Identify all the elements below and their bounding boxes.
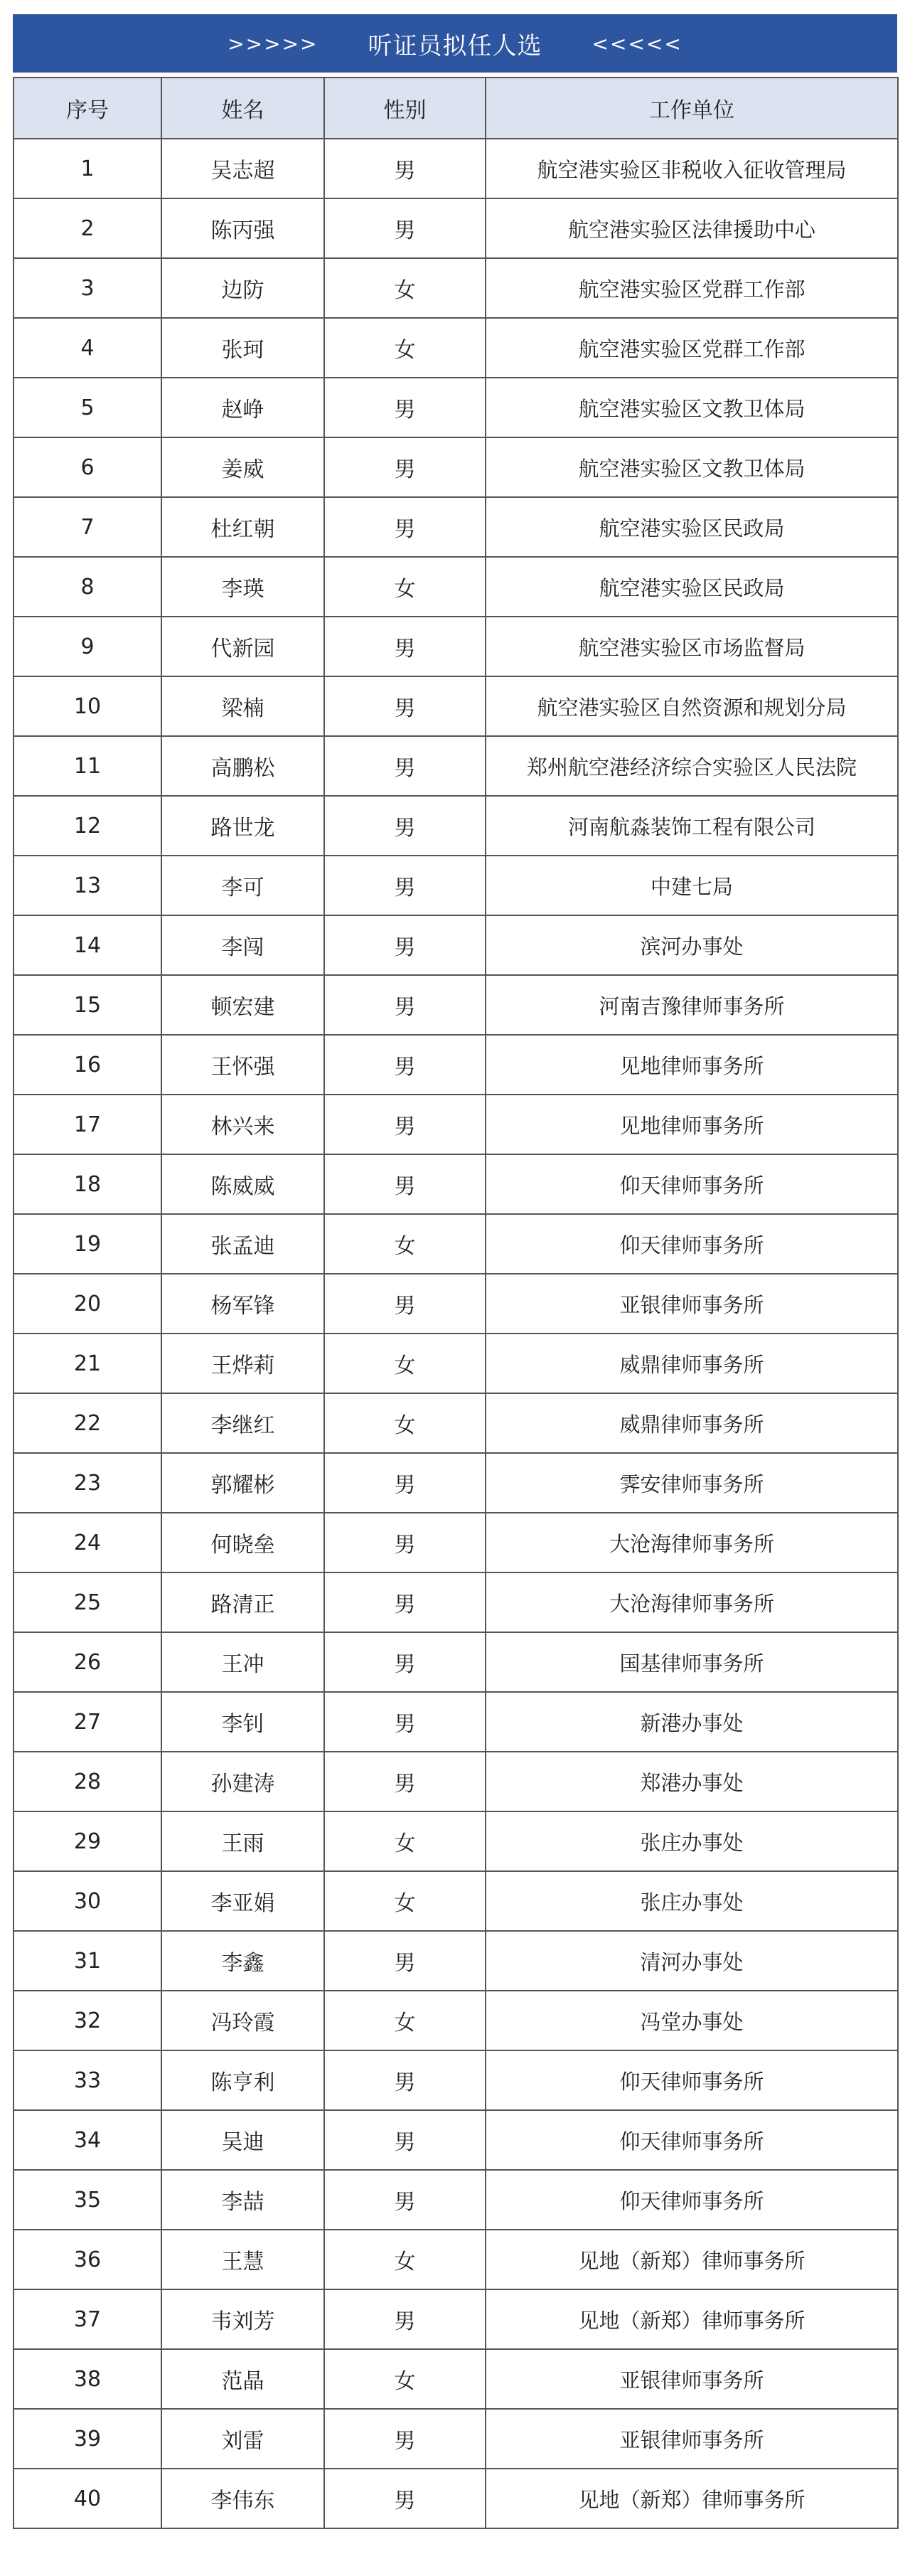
cell-gender: 男 — [324, 1632, 486, 1692]
cell-name: 李可 — [161, 856, 324, 915]
cell-gender: 男 — [324, 2050, 486, 2110]
cell-index: 19 — [14, 1214, 161, 1274]
cell-workplace: 冯堂办事处 — [486, 1991, 898, 2050]
cell-index: 1 — [14, 139, 161, 198]
cell-index: 32 — [14, 1991, 161, 2050]
table-row — [14, 2409, 898, 2469]
cell-workplace: 亚银律师事务所 — [486, 2349, 898, 2409]
header-row — [14, 78, 898, 139]
table-row — [14, 139, 898, 198]
cell-workplace: 航空港实验区非税收入征收管理局 — [486, 139, 898, 198]
table-row — [14, 2110, 898, 2170]
cell-workplace: 新港办事处 — [486, 1692, 898, 1752]
cell-name: 代新园 — [161, 617, 324, 676]
cell-name: 赵峥 — [161, 378, 324, 437]
table-row — [14, 2469, 898, 2528]
title-right-decoration: <<<<< — [592, 31, 682, 55]
title-left-decoration: >>>>> — [228, 31, 318, 55]
cell-index: 10 — [14, 676, 161, 736]
cell-name: 王烨莉 — [161, 1334, 324, 1393]
cell-gender: 女 — [324, 2230, 486, 2289]
candidate-table — [13, 77, 899, 2529]
cell-workplace: 航空港实验区民政局 — [486, 557, 898, 617]
table-row — [14, 1871, 898, 1931]
table-row — [14, 915, 898, 975]
cell-index: 5 — [14, 378, 161, 437]
table-row — [14, 258, 898, 318]
table-row — [14, 736, 898, 796]
cell-index: 18 — [14, 1154, 161, 1214]
cell-workplace: 霁安律师事务所 — [486, 1453, 898, 1513]
cell-index: 31 — [14, 1931, 161, 1991]
cell-gender: 男 — [324, 1274, 486, 1334]
cell-gender: 男 — [324, 2409, 486, 2469]
cell-name: 郭耀彬 — [161, 1453, 324, 1513]
cell-gender: 男 — [324, 1692, 486, 1752]
cell-index: 37 — [14, 2289, 161, 2349]
cell-gender: 女 — [324, 2349, 486, 2409]
cell-gender: 男 — [324, 2170, 486, 2230]
cell-workplace: 仰天律师事务所 — [486, 2110, 898, 2170]
cell-index: 2 — [14, 198, 161, 258]
cell-name: 杨军锋 — [161, 1274, 324, 1334]
cell-gender: 男 — [324, 2469, 486, 2528]
table-row — [14, 1572, 898, 1632]
table-header — [14, 78, 898, 139]
cell-name: 林兴来 — [161, 1095, 324, 1154]
header-index: 序号 — [14, 78, 161, 139]
cell-workplace: 国基律师事务所 — [486, 1632, 898, 1692]
cell-index: 22 — [14, 1393, 161, 1453]
table-row — [14, 676, 898, 736]
cell-gender: 女 — [324, 1811, 486, 1871]
cell-gender: 男 — [324, 497, 486, 557]
cell-index: 28 — [14, 1752, 161, 1811]
cell-name: 吴志超 — [161, 139, 324, 198]
table-row — [14, 1632, 898, 1692]
cell-index: 25 — [14, 1572, 161, 1632]
cell-gender: 男 — [324, 1513, 486, 1572]
page-title: 听证员拟任人选 — [368, 31, 542, 60]
cell-name: 李亚娟 — [161, 1871, 324, 1931]
cell-name: 李继红 — [161, 1393, 324, 1453]
table-row — [14, 1393, 898, 1453]
table-row — [14, 2050, 898, 2110]
cell-workplace: 亚银律师事务所 — [486, 1274, 898, 1334]
cell-name: 李闯 — [161, 915, 324, 975]
cell-name: 李鑫 — [161, 1931, 324, 1991]
cell-index: 36 — [14, 2230, 161, 2289]
cell-gender: 男 — [324, 1035, 486, 1095]
cell-index: 13 — [14, 856, 161, 915]
cell-gender: 男 — [324, 1154, 486, 1214]
cell-index: 20 — [14, 1274, 161, 1334]
cell-index: 23 — [14, 1453, 161, 1513]
cell-workplace: 大沧海律师事务所 — [486, 1572, 898, 1632]
cell-name: 顿宏建 — [161, 975, 324, 1035]
table-row — [14, 1274, 898, 1334]
table-row — [14, 1334, 898, 1393]
table-row — [14, 1811, 898, 1871]
table-row — [14, 1214, 898, 1274]
cell-index: 12 — [14, 796, 161, 856]
cell-gender: 女 — [324, 1334, 486, 1393]
cell-gender: 女 — [324, 1214, 486, 1274]
cell-name: 范晶 — [161, 2349, 324, 2409]
cell-name: 刘雷 — [161, 2409, 324, 2469]
cell-name: 梁楠 — [161, 676, 324, 736]
cell-name: 李喆 — [161, 2170, 324, 2230]
cell-workplace: 航空港实验区法律援助中心 — [486, 198, 898, 258]
table-row — [14, 1453, 898, 1513]
cell-gender: 男 — [324, 617, 486, 676]
cell-workplace: 航空港实验区市场监督局 — [486, 617, 898, 676]
cell-workplace: 航空港实验区文教卫体局 — [486, 378, 898, 437]
table-row — [14, 856, 898, 915]
table-row — [14, 557, 898, 617]
cell-gender: 女 — [324, 1871, 486, 1931]
cell-name: 杜红朝 — [161, 497, 324, 557]
cell-name: 王雨 — [161, 1811, 324, 1871]
table-row — [14, 437, 898, 497]
cell-workplace: 威鼎律师事务所 — [486, 1334, 898, 1393]
cell-gender: 男 — [324, 1453, 486, 1513]
cell-index: 3 — [14, 258, 161, 318]
cell-workplace: 见地（新郑）律师事务所 — [486, 2230, 898, 2289]
cell-index: 8 — [14, 557, 161, 617]
header-name: 姓名 — [161, 78, 324, 139]
table-row — [14, 2170, 898, 2230]
cell-name: 陈丙强 — [161, 198, 324, 258]
cell-name: 孙建涛 — [161, 1752, 324, 1811]
cell-gender: 男 — [324, 1572, 486, 1632]
table-row — [14, 2349, 898, 2409]
cell-index: 17 — [14, 1095, 161, 1154]
header-workplace: 工作单位 — [486, 78, 898, 139]
cell-name: 路世龙 — [161, 796, 324, 856]
cell-gender: 男 — [324, 975, 486, 1035]
cell-name: 姜威 — [161, 437, 324, 497]
table-row — [14, 1931, 898, 1991]
cell-gender: 女 — [324, 318, 486, 378]
cell-workplace: 亚银律师事务所 — [486, 2409, 898, 2469]
cell-index: 24 — [14, 1513, 161, 1572]
cell-name: 高鹏松 — [161, 736, 324, 796]
cell-workplace: 郑州航空港经济综合实验区人民法院 — [486, 736, 898, 796]
cell-index: 29 — [14, 1811, 161, 1871]
table-row — [14, 1513, 898, 1572]
cell-index: 11 — [14, 736, 161, 796]
cell-gender: 女 — [324, 258, 486, 318]
cell-workplace: 航空港实验区民政局 — [486, 497, 898, 557]
cell-name: 吴迪 — [161, 2110, 324, 2170]
cell-gender: 男 — [324, 1095, 486, 1154]
cell-workplace: 见地（新郑）律师事务所 — [486, 2289, 898, 2349]
cell-gender: 男 — [324, 378, 486, 437]
cell-name: 陈亨利 — [161, 2050, 324, 2110]
table-row — [14, 1991, 898, 2050]
cell-name: 王冲 — [161, 1632, 324, 1692]
cell-name: 李钊 — [161, 1692, 324, 1752]
table-row — [14, 617, 898, 676]
cell-name: 李瑛 — [161, 557, 324, 617]
cell-index: 30 — [14, 1871, 161, 1931]
cell-index: 14 — [14, 915, 161, 975]
cell-workplace: 郑港办事处 — [486, 1752, 898, 1811]
cell-gender: 男 — [324, 676, 486, 736]
cell-gender: 男 — [324, 736, 486, 796]
cell-index: 6 — [14, 437, 161, 497]
cell-name: 王怀强 — [161, 1035, 324, 1095]
cell-index: 39 — [14, 2409, 161, 2469]
table-row — [14, 318, 898, 378]
cell-index: 9 — [14, 617, 161, 676]
table-row — [14, 2230, 898, 2289]
cell-workplace: 见地律师事务所 — [486, 1095, 898, 1154]
cell-workplace: 航空港实验区党群工作部 — [486, 258, 898, 318]
cell-gender: 女 — [324, 557, 486, 617]
cell-gender: 男 — [324, 437, 486, 497]
cell-index: 7 — [14, 497, 161, 557]
cell-workplace: 威鼎律师事务所 — [486, 1393, 898, 1453]
cell-workplace: 仰天律师事务所 — [486, 1214, 898, 1274]
cell-index: 15 — [14, 975, 161, 1035]
cell-name: 何晓垒 — [161, 1513, 324, 1572]
cell-name: 冯玲霞 — [161, 1991, 324, 2050]
table-row — [14, 378, 898, 437]
cell-workplace: 仰天律师事务所 — [486, 2050, 898, 2110]
cell-workplace: 张庄办事处 — [486, 1871, 898, 1931]
cell-name: 王慧 — [161, 2230, 324, 2289]
cell-gender: 男 — [324, 1931, 486, 1991]
cell-workplace: 中建七局 — [486, 856, 898, 915]
cell-gender: 女 — [324, 1393, 486, 1453]
cell-name: 张孟迪 — [161, 1214, 324, 1274]
header-gender: 性别 — [324, 78, 486, 139]
cell-workplace: 清河办事处 — [486, 1931, 898, 1991]
cell-workplace: 大沧海律师事务所 — [486, 1513, 898, 1572]
table-row — [14, 2289, 898, 2349]
cell-index: 27 — [14, 1692, 161, 1752]
table-row — [14, 1035, 898, 1095]
cell-index: 16 — [14, 1035, 161, 1095]
cell-gender: 男 — [324, 198, 486, 258]
cell-gender: 男 — [324, 1752, 486, 1811]
table-row — [14, 975, 898, 1035]
cell-index: 35 — [14, 2170, 161, 2230]
cell-index: 38 — [14, 2349, 161, 2409]
cell-index: 26 — [14, 1632, 161, 1692]
cell-workplace: 航空港实验区文教卫体局 — [486, 437, 898, 497]
title-bar — [13, 14, 897, 73]
table-row — [14, 796, 898, 856]
cell-name: 韦刘芳 — [161, 2289, 324, 2349]
cell-gender: 女 — [324, 1991, 486, 2050]
cell-workplace: 张庄办事处 — [486, 1811, 898, 1871]
cell-workplace: 河南航淼装饰工程有限公司 — [486, 796, 898, 856]
cell-gender: 男 — [324, 139, 486, 198]
cell-name: 陈威威 — [161, 1154, 324, 1214]
cell-name: 张珂 — [161, 318, 324, 378]
cell-workplace: 仰天律师事务所 — [486, 1154, 898, 1214]
cell-gender: 男 — [324, 2289, 486, 2349]
table-row — [14, 1095, 898, 1154]
table-row — [14, 1752, 898, 1811]
cell-name: 路清正 — [161, 1572, 324, 1632]
cell-workplace: 仰天律师事务所 — [486, 2170, 898, 2230]
cell-workplace: 航空港实验区党群工作部 — [486, 318, 898, 378]
cell-workplace: 见地（新郑）律师事务所 — [486, 2469, 898, 2528]
cell-workplace: 见地律师事务所 — [486, 1035, 898, 1095]
cell-name: 李伟东 — [161, 2469, 324, 2528]
cell-name: 边防 — [161, 258, 324, 318]
cell-workplace: 河南吉豫律师事务所 — [486, 975, 898, 1035]
cell-workplace: 航空港实验区自然资源和规划分局 — [486, 676, 898, 736]
table-row — [14, 497, 898, 557]
cell-gender: 男 — [324, 2110, 486, 2170]
table-row — [14, 1692, 898, 1752]
table-row — [14, 198, 898, 258]
cell-index: 34 — [14, 2110, 161, 2170]
cell-gender: 男 — [324, 856, 486, 915]
cell-index: 33 — [14, 2050, 161, 2110]
cell-index: 21 — [14, 1334, 161, 1393]
cell-gender: 男 — [324, 796, 486, 856]
table-row — [14, 1154, 898, 1214]
cell-gender: 男 — [324, 915, 486, 975]
cell-index: 4 — [14, 318, 161, 378]
table-body — [14, 139, 898, 2528]
cell-workplace: 滨河办事处 — [486, 915, 898, 975]
cell-index: 40 — [14, 2469, 161, 2528]
